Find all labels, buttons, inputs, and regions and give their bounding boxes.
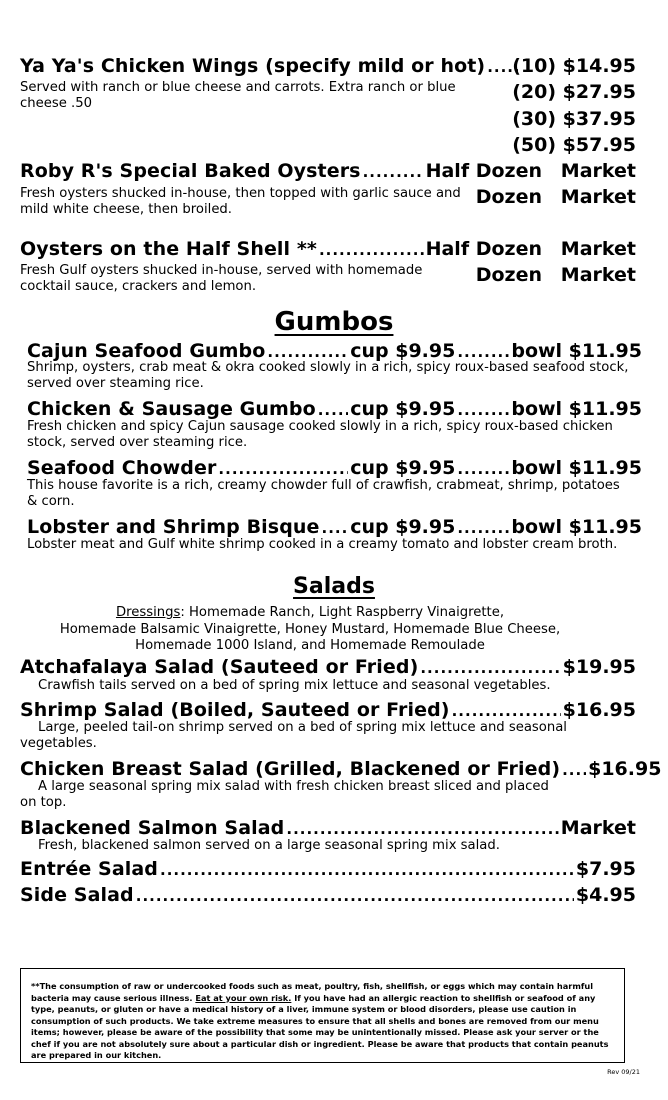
- gumbo-row: [27, 516, 642, 538]
- gumbo-description: This house favorite is a rich, creamy chowder full of crawfish, crabmeat, shrimp, potatoes & corn.: [27, 478, 620, 509]
- baked-oysters-row: [20, 160, 426, 182]
- bowl-price: bowl $11.95: [511, 340, 642, 362]
- leader-dots: [457, 343, 509, 361]
- gumbo-description: Lobster meat and Gulf white shrimp cooked in a creamy tomato and lobster cream broth.: [27, 537, 618, 552]
- dressings-text-1: : Homemade Ranch, Light Raspberry Vinaigrette,: [180, 605, 505, 620]
- dressings-line-1: [10, 605, 610, 621]
- baked-oysters-dozen-label: Dozen: [475, 186, 542, 208]
- wings-price-50: (50) $57.95: [512, 134, 636, 156]
- salad-price: $19.95: [562, 656, 636, 678]
- half-shell-dozen-label: Dozen: [475, 264, 542, 286]
- gumbo-description: Fresh chicken and spicy Cajun sausage cooked slowly in a rich, spicy roux-based chicken stock, served over steaming rice.: [27, 419, 613, 450]
- baked-oysters-description: Fresh oysters shucked in-house, then topped with garlic sauce and mild white cheese, then broiled.: [20, 186, 461, 217]
- salad-row: [20, 884, 636, 906]
- wings-row: [20, 55, 520, 77]
- salad-row: [20, 699, 636, 721]
- salad-price: Market: [560, 817, 636, 839]
- half-shell-row: [20, 238, 426, 260]
- dressings-line-2: Homemade Balsamic Vinaigrette, Honey Mustard, Homemade Blue Cheese,: [59, 622, 561, 637]
- salad-row: [20, 858, 636, 880]
- salad-description: A large seasonal spring mix salad with fresh chicken breast sliced and placed on top.: [20, 779, 549, 810]
- wings-price-10: (10) $14.95: [512, 55, 636, 77]
- section-title-gumbos: Gumbos: [274, 307, 394, 337]
- section-title-salads: Salads: [293, 574, 375, 599]
- salad-description: Large, peeled tail-on shrimp served on a bed of spring mix lettuce and seasonal vegetables.: [20, 720, 567, 751]
- gumbo-row: [27, 340, 642, 362]
- bowl-price: bowl $11.95: [511, 516, 642, 538]
- leader-dots: [322, 519, 349, 537]
- disclaimer-box: [20, 968, 625, 1063]
- menu-item-name: Roby R's Special Baked Oysters: [20, 160, 361, 182]
- bowl-price: bowl $11.95: [511, 457, 642, 479]
- wings-description: Served with ranch or blue cheese and carrots. Extra ranch or blue cheese .50: [20, 80, 456, 111]
- leader-dots: [562, 761, 586, 779]
- disclaimer-text-1: **The consumption of raw or undercooked foods such as meat, poultry, fish, shellfish, or eggs which may contain harmful bacteria may cause serious illness.: [31, 981, 594, 1003]
- disclaimer-text-2: If you have had an allergic reaction to shellfish or seafood of any type, peanuts, or gluten or have a medical history of a liver, immune system or blood disorders, please use caution in consumption of such products. We take extreme measures to ensure that all shells and bones are removed from our menu items; however, please be aware of the possibility that some may be unintentionally missed. Please ask your server or the chef if you are not absolutely sure about a particular dish or ingredient. Please be aware that products that contain peanuts are prepared in our kitchen.: [31, 992, 609, 1060]
- cup-price: cup $9.95: [350, 457, 456, 479]
- baked-oysters-half-price: Market: [560, 160, 636, 182]
- menu-item-name: Entrée Salad: [20, 858, 158, 880]
- menu-item-name: Shrimp Salad (Boiled, Sauteed or Fried): [20, 699, 450, 721]
- leader-dots: [363, 163, 424, 181]
- menu-item-name: Cajun Seafood Gumbo: [27, 340, 266, 362]
- half-shell-dozen-price: Market: [560, 264, 636, 286]
- half-shell-half-price: Market: [560, 238, 636, 260]
- salad-price: $7.95: [575, 858, 636, 880]
- gumbo-row: [27, 457, 642, 479]
- salad-price: $16.95: [588, 758, 662, 780]
- leader-dots: [160, 861, 574, 879]
- leader-dots: [420, 659, 560, 677]
- menu-item-name: Chicken Breast Salad (Grilled, Blackened or Fried): [20, 758, 561, 780]
- salad-description: Crawfish tails served on a bed of spring mix lettuce and seasonal vegetables.: [38, 678, 551, 693]
- menu-item-name: Blackened Salmon Salad: [20, 817, 285, 839]
- salad-row: [20, 817, 636, 839]
- cup-price: cup $9.95: [350, 516, 456, 538]
- gumbo-row: [27, 398, 642, 420]
- salad-row: [20, 758, 662, 780]
- half-shell-description: Fresh Gulf oysters shucked in-house, served with homemade cocktail sauce, crackers and lemon.: [20, 263, 423, 294]
- leader-dots: [318, 401, 349, 419]
- leader-dots: [319, 241, 424, 259]
- disclaimer-emphasis: Eat at your own risk.: [195, 992, 292, 1003]
- menu-item-name: Lobster and Shrimp Bisque: [27, 516, 320, 538]
- menu-item-name: Side Salad: [20, 884, 134, 906]
- salad-price: $16.95: [562, 699, 636, 721]
- menu-item-name: Seafood Chowder: [27, 457, 217, 479]
- wings-price-20: (20) $27.95: [512, 81, 636, 103]
- salad-row: [20, 656, 636, 678]
- leader-dots: [267, 343, 348, 361]
- baked-oysters-dozen-price: Market: [560, 186, 636, 208]
- leader-dots: [457, 519, 509, 537]
- menu-item-name: Ya Ya's Chicken Wings (specify mild or hot): [20, 55, 486, 77]
- cup-price: cup $9.95: [350, 398, 456, 420]
- leader-dots: [457, 401, 509, 419]
- revision-label: Rev 09/21: [607, 1068, 640, 1076]
- menu-item-name: Atchafalaya Salad (Sauteed or Fried): [20, 656, 419, 678]
- leader-dots: [136, 887, 574, 905]
- leader-dots: [218, 460, 348, 478]
- leader-dots: [286, 820, 558, 838]
- dressings-line-3: Homemade 1000 Island, and Homemade Remoulade: [135, 638, 485, 653]
- leader-dots: [452, 702, 561, 720]
- bowl-price: bowl $11.95: [511, 398, 642, 420]
- salad-price: $4.95: [575, 884, 636, 906]
- dressings-label: Dressings: [115, 605, 181, 620]
- menu-item-name: Chicken & Sausage Gumbo: [27, 398, 316, 420]
- baked-oysters-half-label: Half Dozen: [425, 160, 542, 182]
- half-shell-half-label: Half Dozen: [425, 238, 542, 260]
- leader-dots: [457, 460, 509, 478]
- salad-description: Fresh, blackened salmon served on a large seasonal spring mix salad.: [38, 838, 500, 853]
- menu-item-name: Oysters on the Half Shell **: [20, 238, 317, 260]
- gumbo-description: Shrimp, oysters, crab meat & okra cooked slowly in a rich, spicy roux-based seafood stock, served over steaming rice.: [27, 360, 629, 391]
- cup-price: cup $9.95: [350, 340, 456, 362]
- wings-price-30: (30) $37.95: [512, 108, 636, 130]
